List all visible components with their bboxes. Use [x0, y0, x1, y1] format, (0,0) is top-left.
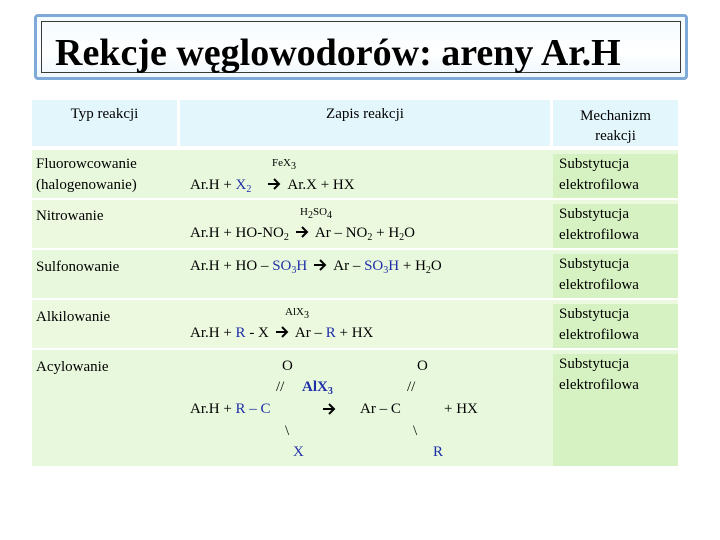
- eq-subscript: 2: [246, 184, 252, 195]
- reaction-type: [36, 206, 103, 227]
- right-arrow-icon: [295, 225, 309, 239]
- mechanism-line2: elektrofilowa: [559, 277, 639, 293]
- right-arrow-icon: [267, 177, 281, 191]
- catalyst-subscript: 3: [327, 386, 333, 397]
- mechanism-cell: [553, 154, 678, 198]
- eq-subscript: 3: [291, 265, 297, 276]
- acyl-double-bond-right: //: [407, 379, 416, 395]
- eq-subscript: 2: [425, 265, 431, 276]
- header-equation-label: Zapis reakcji: [326, 106, 404, 122]
- equation-nitration: [190, 225, 415, 242]
- acyl-product-r: R: [433, 444, 444, 460]
- catalyst-text: SO: [312, 206, 328, 218]
- mechanism-cell: [553, 254, 678, 298]
- catalyst-label: [272, 157, 296, 172]
- eq-subscript: 2: [399, 232, 405, 243]
- eq-text: O: [404, 225, 416, 241]
- catalyst-subscript: 2: [307, 210, 313, 221]
- reaction-type-line1: Nitrowanie: [36, 208, 104, 224]
- eq-reactant-arh: Ar.H +: [190, 225, 236, 241]
- reaction-type: [36, 357, 108, 378]
- eq-text: H: [388, 258, 400, 274]
- eq-product-r: R: [325, 325, 336, 341]
- catalyst-subscript: 3: [290, 161, 296, 172]
- eq-reactant-arh: Ar.H +: [190, 177, 236, 193]
- eq-text: HO –: [235, 258, 273, 274]
- eq-text: Ar –: [294, 325, 326, 341]
- acyl-reagent-x: X: [293, 444, 304, 460]
- reaction-type-line1: Sulfonowanie: [36, 259, 120, 275]
- eq-reagent-r: R: [235, 325, 246, 341]
- page-title: Rekcje węglowodorów: areny Ar.H: [55, 32, 621, 74]
- header-mechanism-line1: Mechanizm: [580, 108, 651, 124]
- catalyst-text: AlX: [302, 379, 328, 395]
- header-type-label: Typ reakcji: [70, 106, 139, 122]
- mechanism-line1: Substytucja: [559, 206, 629, 222]
- eq-text: SO: [272, 258, 292, 274]
- acyl-double-bond-left: //: [276, 379, 285, 395]
- reaction-type-line1: Fluorowcowanie: [36, 156, 137, 172]
- right-arrow-icon: [313, 258, 327, 272]
- mechanism-cell: [553, 204, 678, 248]
- mechanism-line2: elektrofilowa: [559, 377, 639, 393]
- mechanism-line2: elektrofilowa: [559, 327, 639, 343]
- header-mechanism-line2: reakcji: [595, 128, 636, 144]
- eq-text: Ar –: [360, 401, 391, 417]
- eq-subscript: 2: [367, 232, 373, 243]
- mechanism-line1: Substytucja: [559, 256, 629, 272]
- acyl-product: [360, 401, 401, 418]
- eq-text: - X: [245, 325, 269, 341]
- right-arrow-icon: [322, 402, 336, 416]
- acyl-single-bond-left: \: [285, 423, 290, 439]
- eq-subscript: 3: [383, 265, 389, 276]
- eq-product: Ar.X + HX: [287, 177, 355, 193]
- equation-sulfonation: [190, 258, 442, 275]
- eq-text: + H: [372, 225, 400, 241]
- catalyst-subscript: 4: [327, 210, 333, 221]
- eq-subscript: 2: [283, 232, 289, 243]
- catalyst-subscript: 3: [303, 310, 309, 321]
- catalyst-text: H: [300, 206, 308, 218]
- equation-acylation: [190, 401, 271, 418]
- equation-halogenation: [190, 177, 355, 194]
- eq-reactant-arh: Ar.H +: [190, 401, 236, 417]
- eq-text: X: [235, 177, 247, 193]
- mechanism-line1: Substytucja: [559, 356, 629, 372]
- header-equation: [180, 100, 550, 146]
- catalyst-label: [302, 379, 333, 396]
- equation-alkylation: [190, 325, 373, 342]
- catalyst-label: [285, 306, 309, 321]
- reaction-type: [36, 154, 137, 196]
- eq-text: + HX: [335, 325, 374, 341]
- eq-text: SO: [364, 258, 384, 274]
- eq-reactant-arh: Ar.H +: [190, 325, 236, 341]
- eq-text: O: [430, 258, 442, 274]
- reaction-type-line2: (halogenowanie): [36, 177, 137, 193]
- eq-text: Ar –: [314, 225, 346, 241]
- mechanism-line1: Substytucja: [559, 156, 629, 172]
- eq-reactant-arh: Ar.H +: [190, 258, 236, 274]
- mechanism-line1: Substytucja: [559, 306, 629, 322]
- eq-reagent-x2: [236, 177, 252, 193]
- mechanism-line2: elektrofilowa: [559, 227, 639, 243]
- catalyst-text: AlX: [285, 306, 304, 318]
- header-mechanism: [553, 100, 678, 146]
- eq-text: + H: [399, 258, 426, 274]
- reaction-type-line1: Acylowanie: [36, 359, 109, 375]
- eq-reagent-rc: R – C: [235, 401, 271, 417]
- reaction-type-line1: Alkilowanie: [36, 309, 111, 325]
- header-type: [32, 100, 177, 146]
- reaction-type: [36, 307, 110, 328]
- mechanism-cell: [553, 304, 678, 348]
- acyl-byproduct: + HX: [444, 401, 478, 417]
- mechanism-line2: elektrofilowa: [559, 177, 639, 193]
- acyl-single-bond-right: \: [413, 423, 418, 439]
- eq-text: NO: [345, 225, 368, 241]
- eq-product-so3h: [364, 258, 399, 274]
- eq-text: HO-NO: [235, 225, 284, 241]
- right-arrow-icon: [275, 325, 289, 339]
- catalyst-text: FeX: [272, 157, 291, 169]
- title-box: [34, 14, 688, 80]
- reaction-type: [36, 257, 119, 278]
- catalyst-label: [300, 206, 333, 221]
- eq-text: C: [390, 401, 401, 417]
- acyl-oxygen-right: O: [417, 358, 428, 374]
- acyl-oxygen-left: O: [282, 358, 293, 374]
- eq-text: H: [296, 258, 308, 274]
- eq-text: Ar –: [333, 258, 365, 274]
- eq-reagent-so3h: [272, 258, 307, 274]
- mechanism-cell: [553, 354, 678, 466]
